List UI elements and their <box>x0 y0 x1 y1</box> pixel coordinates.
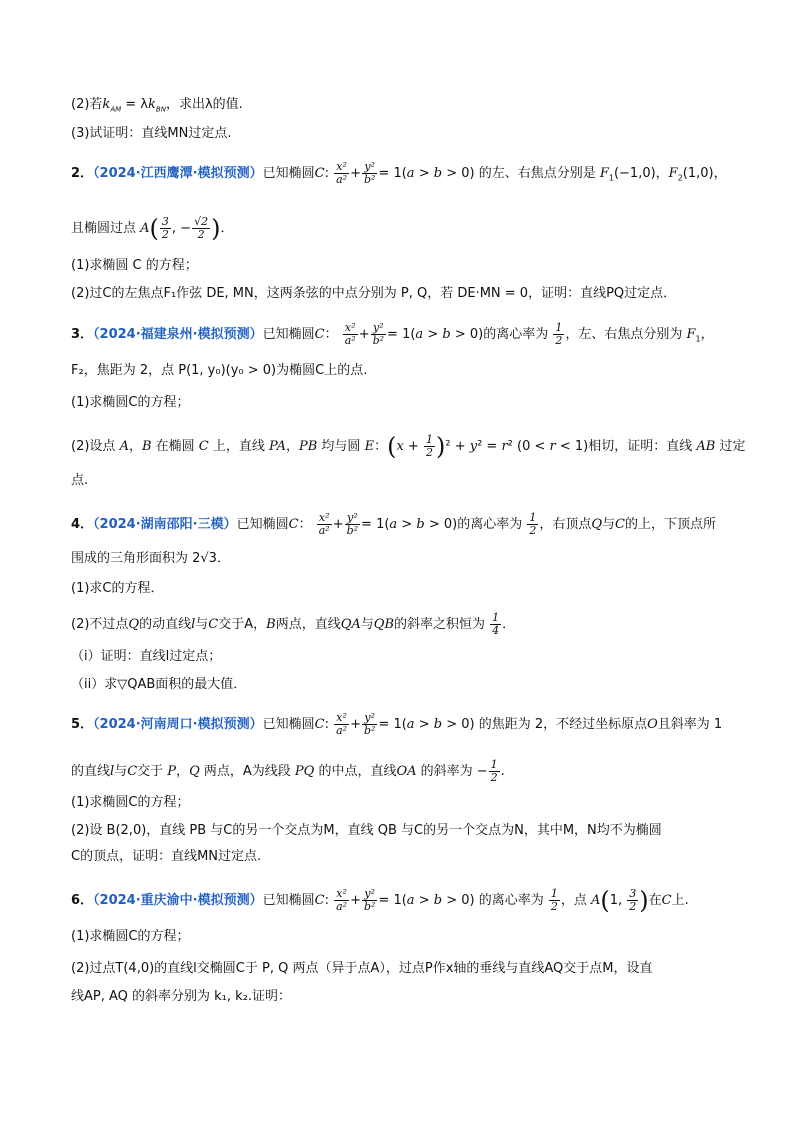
q2-stem-cont: 且椭圆过点 A( $\frac{3}{2}$ , − $\frac{√2}{2}$ )． <box>71 214 234 243</box>
q4-stem-cont: 围成的三角形面积为 2√3． <box>71 551 230 566</box>
q6-stem: 6．（2024·重庆渝中·模拟预测）已知椭圆C: $\frac{\text{x²}}{\text{a²}}$ + $\frac{\text{y²}}{\text{b²}}$ = 1(a > b > 0) 的离心率为 $\frac{1}{2}$ ，点 A(1, $\frac{3}{2}$ )在C上. <box>71 886 689 915</box>
q5-number: 5． <box>71 717 94 732</box>
q2-part1: (1)求椭圆 C 的方程； <box>71 258 198 273</box>
q1-part2: (2)若$k_{AM} = \lambda k_{BN}$，求出λ的值. <box>71 97 243 114</box>
q3-part2-tail: 点. <box>71 473 89 488</box>
q6-part1: (1)求椭圆C的方程； <box>71 929 190 944</box>
q6-source: （2024·重庆渝中·模拟预测） <box>93 893 263 908</box>
q5-part1: (1)求椭圆C的方程； <box>71 795 190 810</box>
q4-source: （2024·湖南邵阳·三模） <box>93 517 237 532</box>
q6-part2-tail: 线AP, AQ 的斜率分别为 k₁, k₂.证明： <box>71 989 292 1004</box>
q5-stem: 5．（2024·河南周口·模拟预测）已知椭圆C: $\frac{\text{x²}}{\text{a²}}$ + $\frac{\text{y²}}{\text{b²}}$ = 1(a > b > 0) 的焦距为 2，不经过坐标原点O且斜率为 1 <box>71 711 723 737</box>
q5-stem-cont: 的直线l与C交于 P，Q 两点，A为线段 PQ 的中点，直线OA 的斜率为 − $\frac{1}{2}$ . <box>71 758 505 784</box>
q3-stem-cont: F₂，焦距为 2，点 P(1, y₀)(y₀ > 0)为椭圆C上的点. <box>71 363 368 378</box>
q4-part1: (1)求C的方程． <box>71 581 164 596</box>
q6-part2: (2)过点T(4,0)的直线l交椭圆C于 P, Q 两点（异于点A），过点P作x轴的垂线与直线AQ交于点M，设直 <box>71 961 653 976</box>
q3-number: 3． <box>71 327 94 342</box>
q5-part2: (2)设 B(2,0)，直线 PB 与C的另一个交点为M，直线 QB 与C的另一个交点为N，其中M，N均不为椭圆 <box>71 823 662 838</box>
q2-source: （2024·江西鹰潭·模拟预测） <box>93 166 263 181</box>
q1-part3: (3)试证明：直线MN过定点. <box>71 126 232 141</box>
q3-part1: (1)求椭圆C的方程； <box>71 395 190 410</box>
q4-stem: 4．（2024·湖南邵阳·三模）已知椭圆C： $\frac{\text{x²}}{\text{a²}}$ + $\frac{\text{y²}}{\text{b²}}$ = 1(a > b > 0)的离心率为 $\frac{1}{2}$ ，右顶点Q与C的上，下顶点所 <box>71 511 716 537</box>
q5-part2-tail: C的顶点，证明：直线MN过定点. <box>71 849 262 864</box>
q2-part2: (2)过C的左焦点F₁作弦 DE, MN，这两条弦的中点分别为 P, Q，若 DE·MN = 0，证明：直线PQ过定点． <box>71 286 677 301</box>
q4-part2-i: （i）证明：直线l过定点； <box>71 649 222 664</box>
q2-number: 2． <box>71 166 94 181</box>
q3-part2: (2)设点 A，B 在椭圆 C 上，直线 PA，PB 均与圆 E：(x + $\frac{1}{2}$ )² + y² = r² (0 < r < 1)相切，证明：直线 AB 过定 <box>71 432 746 461</box>
q3-stem: 3．（2024·福建泉州·模拟预测）已知椭圆C： $\frac{\text{x²}}{\text{a²}}$ + $\frac{\text{y²}}{\text{b²}}$ = 1(a > b > 0)的离心率为 $\frac{1}{2}$ ，左、右焦点分别为 $F_1$， <box>71 321 714 347</box>
q4-part2-ii: （ii）求▽QAB面积的最大值． <box>71 677 247 692</box>
q3-source: （2024·福建泉州·模拟预测） <box>93 327 263 342</box>
q4-part2: (2)不过点Q的动直线l与C交于A，B两点，直线QA与QB的斜率之积恒为 $\frac{1}{4}$ ． <box>71 611 516 637</box>
q6-number: 6． <box>71 893 94 908</box>
q2-stem: 2．（2024·江西鹰潭·模拟预测）已知椭圆C: $\frac{\text{x²}}{\text{a²}}$ + $\frac{\text{y²}}{\text{b²}}$ = 1(a > b > 0) 的左、右焦点分别是 $F_1(-1,0)$，$F_2(1,0)$， <box>71 160 727 186</box>
q5-source: （2024·河南周口·模拟预测） <box>93 717 263 732</box>
q4-number: 4． <box>71 517 94 532</box>
